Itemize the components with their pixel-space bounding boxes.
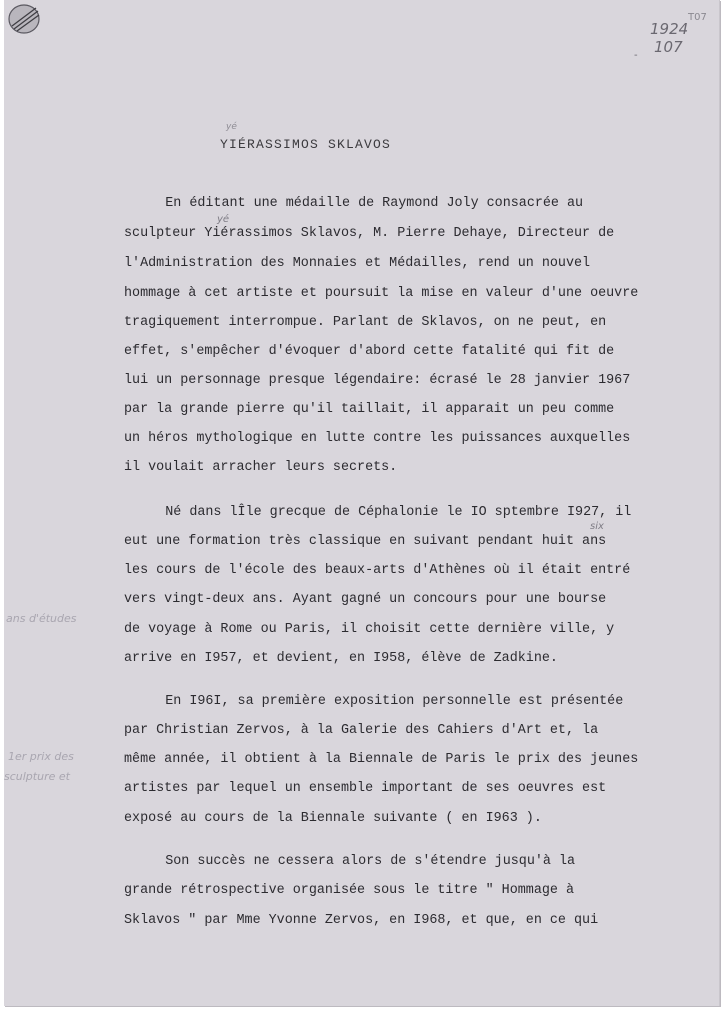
title-annotation: yé [226, 122, 237, 132]
text-line: les cours de l'école des beaux-arts d'Athènes où il était entré [124, 563, 631, 578]
margin-note: 1er prix des [8, 750, 74, 763]
text-line: de voyage à Rome ou Paris, il choisit cette dernière ville, y [124, 622, 615, 637]
text-line: Son succès ne cessera alors de s'étendre jusqu'à la [117, 854, 576, 869]
text-line: effet, s'empêcher d'évoquer d'abord cette fatalité qui fit de [124, 344, 615, 359]
text-line: arrive en I957, et devient, en I958, élève de Zadkine. [124, 651, 558, 666]
margin-note: sculpture et [4, 770, 70, 783]
text-line: artistes par lequel un ensemble important de ses oeuvres est [124, 781, 607, 796]
text-line: grande rétrospective organisée sous le titre " Hommage à [124, 883, 574, 898]
name-insert: yé [217, 214, 230, 225]
text-line: vers vingt-deux ans. Ayant gagné un concours pour une bourse [124, 592, 607, 607]
archive-dash: - [634, 50, 638, 61]
text-line: eut une formation très classique en suivant pendant huit ans [124, 534, 607, 549]
text-line: lui un personnage presque légendaire: écrasé le 28 janvier 1967 [124, 373, 631, 388]
text-line: En éditant une médaille de Raymond Joly consacrée au [117, 196, 584, 211]
text-line: même année, il obtient à la Biennale de Paris le prix des jeunes [124, 752, 639, 767]
text-line: un héros mythologique en lutte contre les puissances auxquelles [124, 431, 631, 446]
page-title: YIÉRASSIMOS SKLAVOS [220, 137, 392, 152]
text-line: par la grande pierre qu'il taillait, il apparait un peu comme [124, 402, 615, 417]
text-line: En I96I, sa première exposition personnelle est présentée [117, 694, 624, 709]
text-line: Né dans lÎle grecque de Céphalonie le IO sptembre I927, il [117, 505, 632, 520]
archive-year: 1924 [650, 20, 689, 38]
text-line: Sklavos " par Mme Yvonne Zervos, en I968, et que, en ce qui [124, 913, 599, 928]
typewritten-page [4, 0, 720, 1006]
text-line: par Christian Zervos, à la Galerie des Cahiers d'Art et, la [124, 723, 599, 738]
text-line: hommage à cet artiste et poursuit la mise en valeur d'une oeuvre [124, 286, 639, 301]
text-line: l'Administration des Monnaies et Médailles, rend un nouvel [124, 256, 591, 271]
margin-note: ans d'études [6, 612, 77, 625]
paperclip-icon [8, 2, 44, 36]
text-line: exposé au cours de la Biennale suivante ( en I963 ). [124, 811, 542, 826]
text-line: sculpteur Yiérassimos Sklavos, M. Pierre Dehaye, Directeur de [124, 226, 615, 241]
archive-mark: T07 [688, 12, 707, 23]
archive-number: 107 [654, 38, 683, 56]
text-line: tragiquement interrompue. Parlant de Sklavos, on ne peut, en [124, 315, 607, 330]
six-insert: six [590, 521, 604, 532]
archive-reference [634, 12, 718, 61]
text-line: il voulait arracher leurs secrets. [124, 460, 398, 475]
